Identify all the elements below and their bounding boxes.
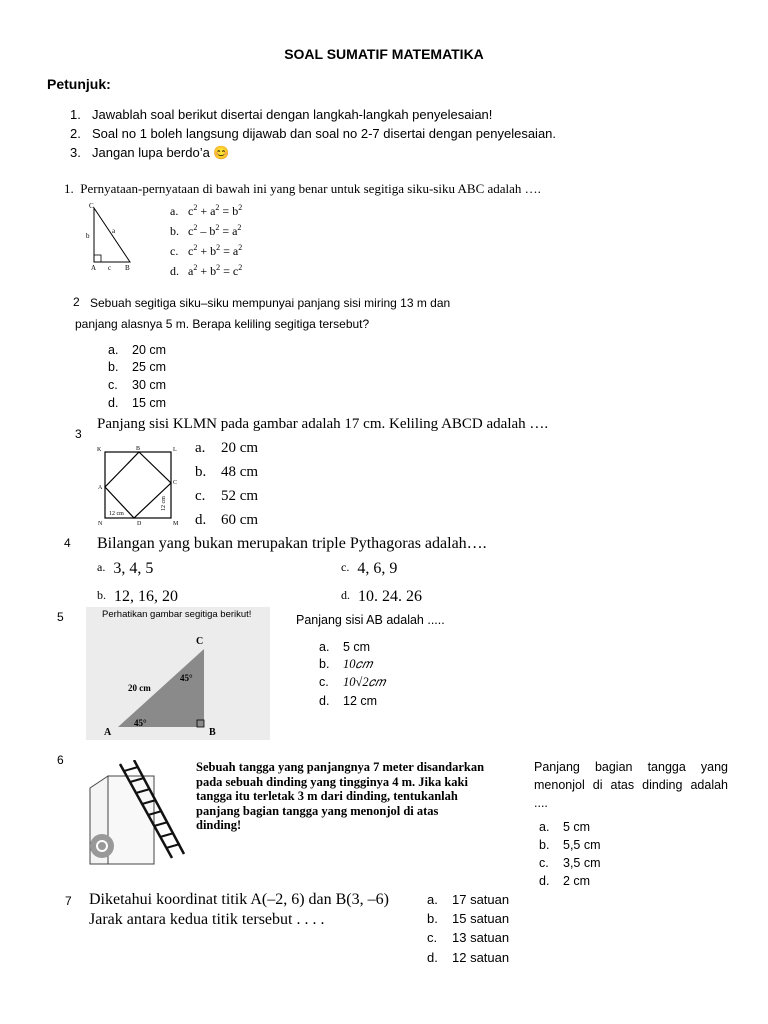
q5-option-d[interactable]: d. 12 cm	[319, 694, 378, 708]
q5-option-c[interactable]: c. 10√2𝑐𝑚	[319, 675, 386, 689]
q6-option-b[interactable]: b. 5,5 cm	[539, 838, 601, 852]
q6-question: Panjang bagian tangga yang menonjol di atas dinding adalah ....	[534, 760, 728, 810]
q2-option-c[interactable]: c. 30 cm	[108, 378, 167, 392]
q6-number: 6	[57, 753, 64, 767]
q6-option-d[interactable]: d. 2 cm	[539, 874, 591, 888]
q4-option-a[interactable]: $^{a.}$ 3, 4, 5	[97, 560, 154, 577]
q5-option-b[interactable]: b. 10𝑐𝑚	[319, 657, 372, 671]
q1-label-c: c	[108, 264, 112, 272]
q6-ladder-figure	[80, 760, 188, 868]
q4-option-c[interactable]: $^{c.}$ 4, 6, 9	[341, 560, 398, 577]
q3-label-D: D	[137, 521, 142, 527]
instructions-heading: Petunjuk:	[47, 76, 111, 92]
q7-option-d[interactable]: d. 12 satuan	[427, 950, 510, 965]
q1-option-c[interactable]: c. $c^2 + b^2 = a^2$	[170, 243, 243, 258]
q4-question: Bilangan yang bukan merupakan triple Pythagoras adalah….	[97, 535, 487, 552]
q5-triangle-figure	[86, 607, 270, 740]
q3-option-c[interactable]: c. 52 cm	[195, 488, 259, 504]
q6-option-c[interactable]: c. 3,5 cm	[539, 856, 601, 870]
q7-line1: Diketahui koordinat titik A(–2, 6) dan B(3, –6)	[89, 891, 389, 908]
q1-label-A: A	[91, 264, 97, 272]
q3-question: Panjang sisi KLMN pada gambar adalah 17 cm. Keliling ABCD adalah ….	[97, 416, 549, 432]
q7-line2: Jarak antara kedua titik tersebut . . . .	[89, 911, 325, 928]
q3-square-figure	[95, 443, 185, 527]
q5-label-20cm: 20 cm	[128, 683, 151, 693]
q1-label-B: B	[125, 264, 130, 272]
q2-line2: panjang alasnya 5 m. Berapa keliling segitiga tersebut?	[75, 317, 370, 331]
q3-label-A: A	[98, 485, 103, 491]
q5-number: 5	[57, 610, 64, 624]
q5-label-45-bottom: 45°	[134, 718, 147, 728]
q3-number: 3	[75, 427, 82, 441]
q3-label-K: K	[97, 447, 102, 453]
q4-option-b[interactable]: $^{b.}$ 12, 16, 20	[97, 588, 178, 605]
q5-label-C: C	[196, 636, 204, 647]
q3-label-N: N	[98, 521, 103, 527]
q3-option-d[interactable]: d. 60 cm	[195, 512, 259, 528]
q3-label-B: B	[136, 446, 141, 452]
q2-line1: Sebuah segitiga siku–siku mempunyai panjang sisi miring 13 m dan	[90, 296, 451, 310]
q5-label-B: B	[209, 727, 216, 738]
q7-number: 7	[65, 894, 72, 908]
q5-figure-caption: Perhatikan gambar segitiga berikut!	[102, 609, 252, 620]
instruction-3: 3. Jangan lupa berdo’a 😊	[70, 145, 230, 160]
q3-label-L: L	[173, 447, 177, 453]
q1-option-a[interactable]: a. $c^2 + a^2 = b^2$	[170, 203, 243, 218]
q4-option-d[interactable]: $^{d.}$ 10. 24. 26	[341, 588, 422, 605]
q1-option-d[interactable]: d. $a^2 + b^2 = c^2$	[170, 263, 243, 278]
q3-label-12cm-h: 12 cm	[109, 511, 124, 517]
q5-option-a[interactable]: a. 5 cm	[319, 640, 371, 654]
q2-number: 2	[73, 295, 80, 309]
q1-triangle-figure	[84, 200, 144, 274]
q4-number: 4	[64, 536, 71, 550]
q2-option-d[interactable]: d. 15 cm	[108, 396, 167, 410]
q7-option-c[interactable]: c. 13 satuan	[427, 930, 510, 945]
q3-label-12cm-v: 12 cm	[161, 496, 167, 511]
q1-question: 1. Pernyataan-pernyataan di bawah ini yang benar untuk segitiga siku-siku ABC adalah ….	[64, 181, 541, 196]
q1-label-b: b	[86, 232, 90, 240]
instruction-1: 1. Jawablah soal berikut disertai dengan langkah-langkah penyelesaian!	[70, 107, 493, 122]
q3-label-M: M	[173, 521, 179, 527]
q2-option-a[interactable]: a. 20 cm	[108, 343, 167, 357]
q3-option-b[interactable]: b. 48 cm	[195, 464, 259, 480]
q5-question: Panjang sisi AB adalah .....	[296, 613, 445, 627]
q3-label-C: C	[173, 480, 178, 486]
q5-figure-panel	[86, 607, 270, 740]
q3-option-a[interactable]: a. 20 cm	[195, 440, 259, 456]
q5-label-45-top: 45°	[180, 673, 193, 683]
page-title: SOAL SUMATIF MATEMATIKA	[284, 46, 484, 62]
q7-option-a[interactable]: a. 17 satuan	[427, 892, 510, 907]
q7-option-b[interactable]: b. 15 satuan	[427, 911, 510, 926]
q6-option-a[interactable]: a. 5 cm	[539, 820, 591, 834]
q1-option-b[interactable]: b. $c^2 - b^2 = a^2$	[170, 223, 242, 238]
q6-story: Sebuah tangga yang panjangnya 7 meter disandarkan pada sebuah dinding yang tingginya 4 m. Jika kaki tangga itu terletak 3 m dari dinding, tentukanlah panjang bagian tangga yang menonjol di atas dinding!	[196, 760, 485, 832]
q5-label-A: A	[104, 727, 112, 738]
q2-option-b[interactable]: b. 25 cm	[108, 360, 167, 374]
q1-label-c-top: C	[89, 202, 94, 210]
q6-camera-icon	[90, 834, 114, 858]
instruction-2: 2. Soal no 1 boleh langsung dijawab dan soal no 2-7 disertai dengan penyelesaian.	[70, 126, 557, 141]
q1-label-a: a	[112, 227, 116, 235]
